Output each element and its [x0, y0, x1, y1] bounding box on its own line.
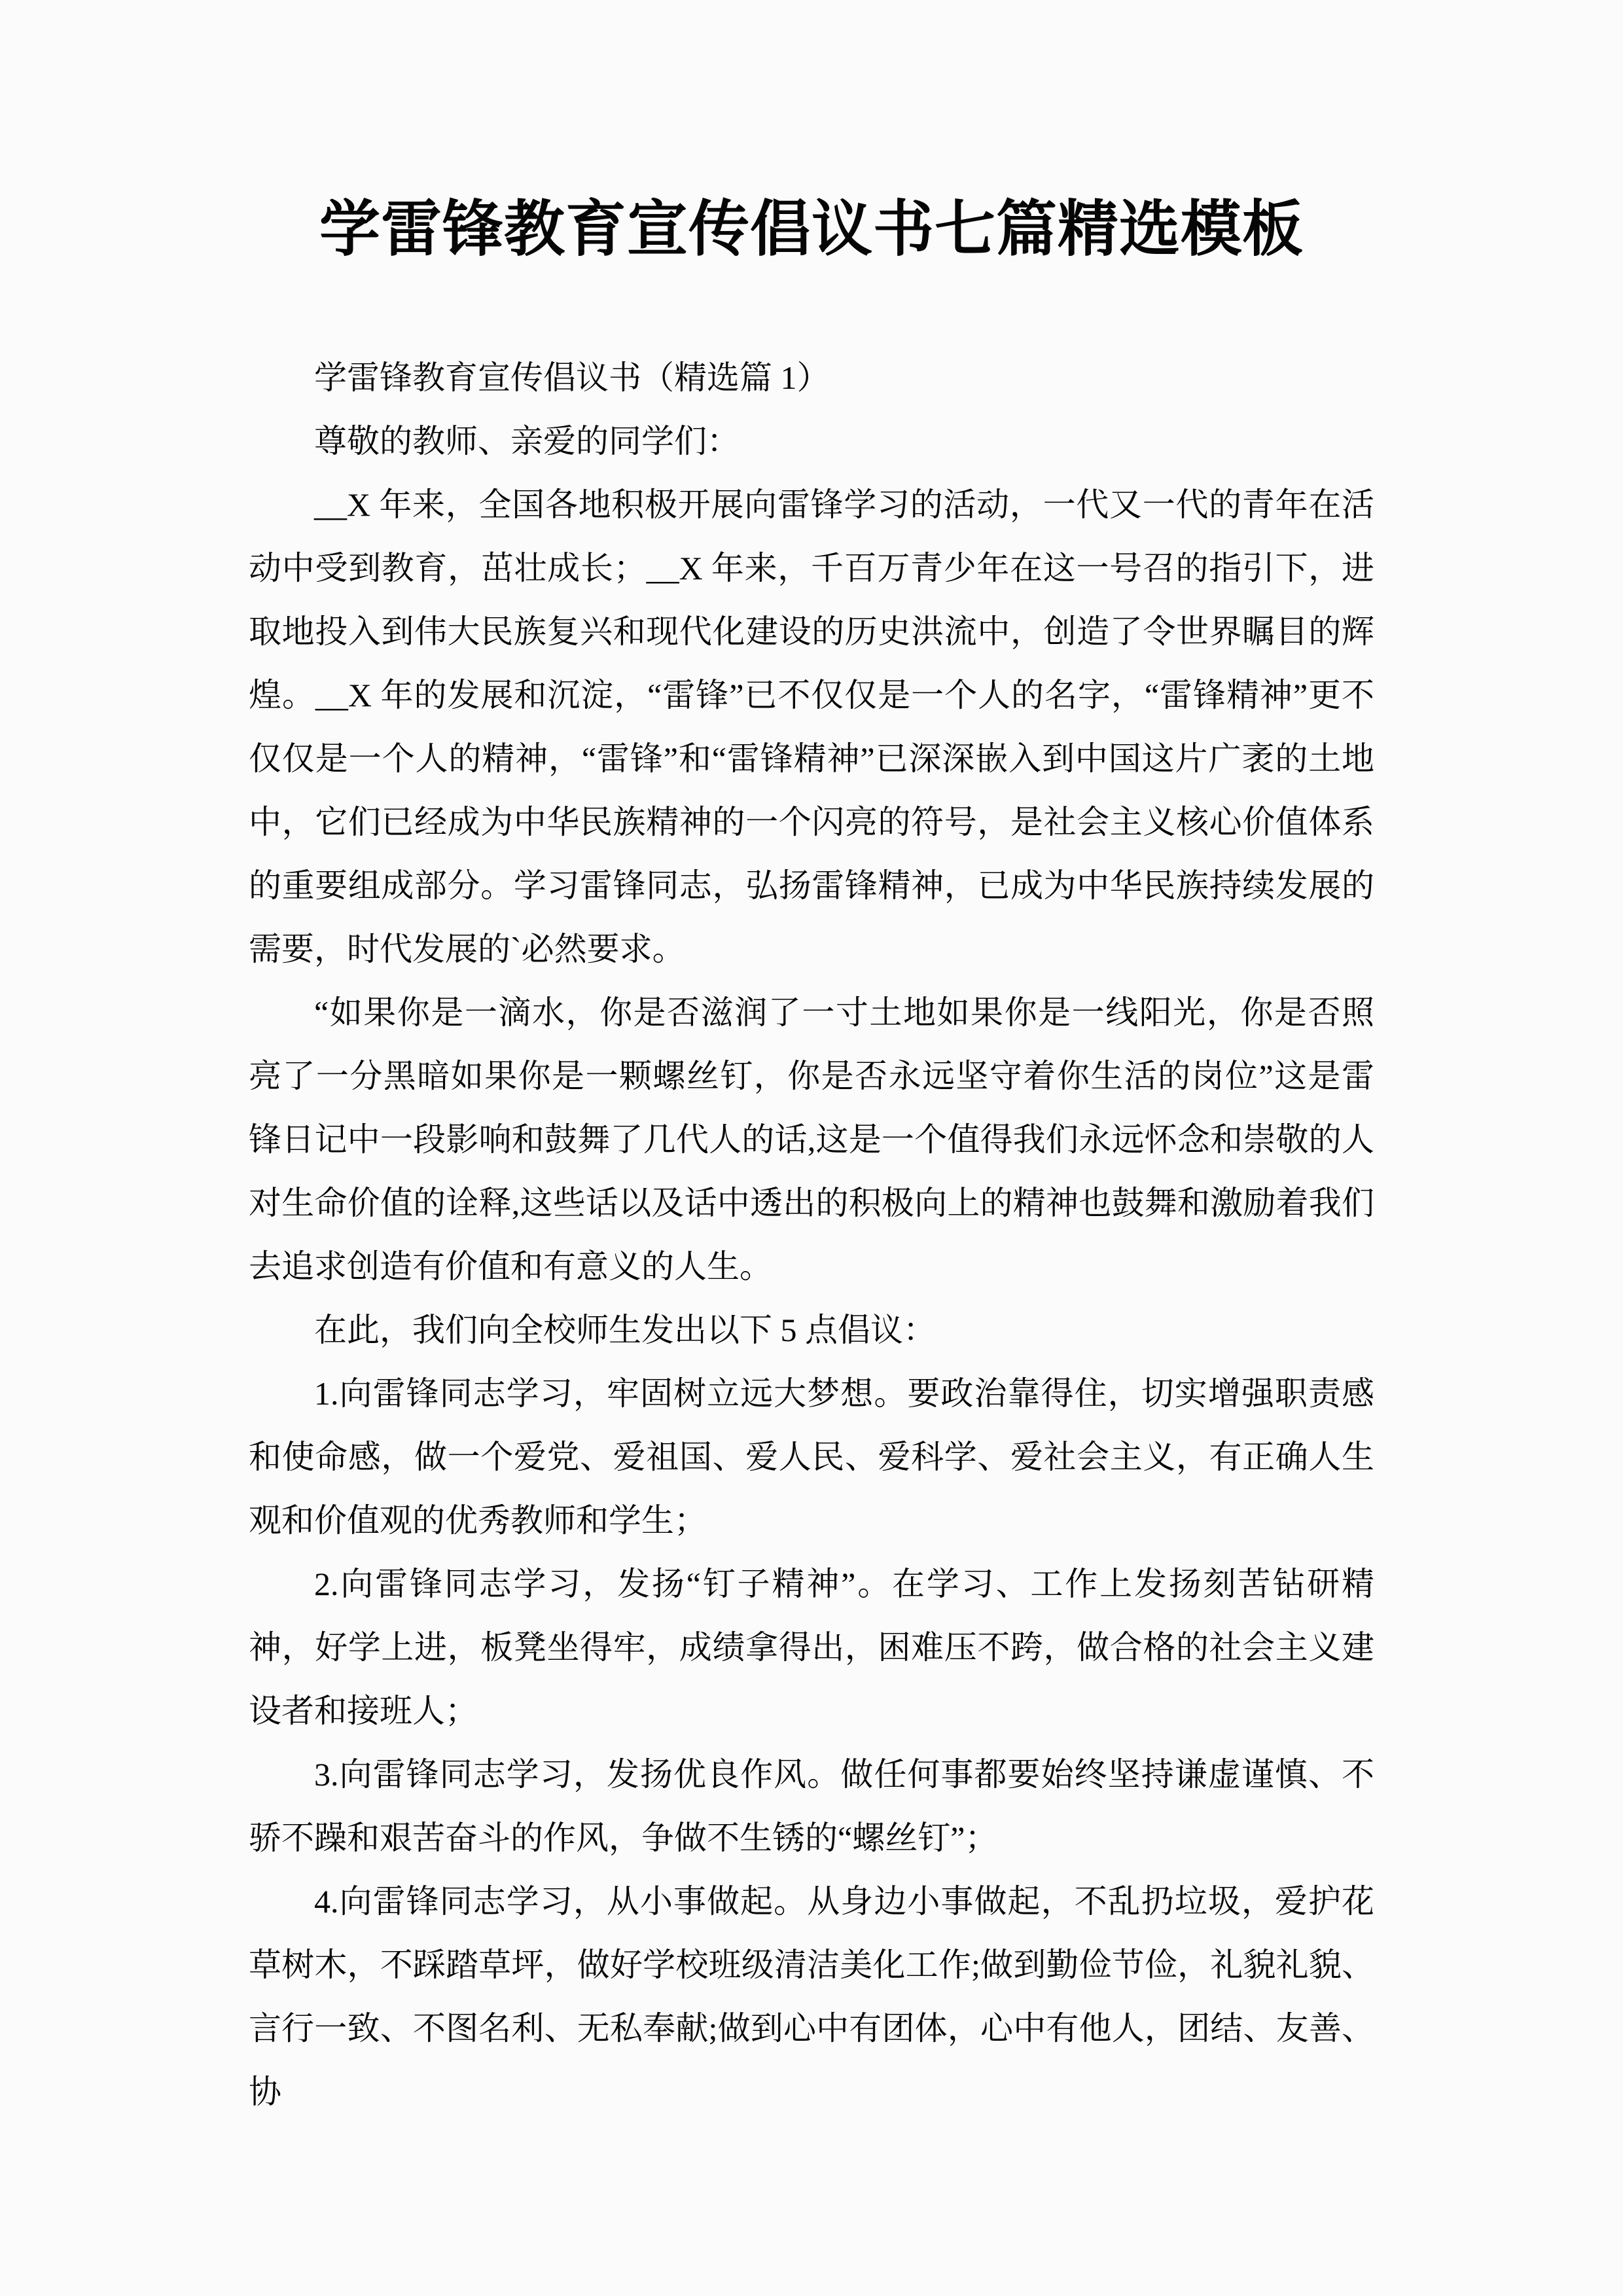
paragraph-leifeng-quote: “如果你是一滴水，你是否滋润了一寸土地如果你是一线阳光，你是否照亮了一分黑暗如果你是一颗螺丝钉，你是否永远坚守着你生活的岗位”这是雷锋日记中一段影响和鼓舞了几代人的话,这是一个值得我们永远怀念和崇敬的人对生命价值的诠释,这些话以及话中透出的积极向上的精神也鼓舞和激励着我们去追求创造有价值和有意义的人生。 [249, 994, 1374, 1285]
paragraph-proposal-lead: 在此，我们向全校师生发出以下 5 点倡议： [314, 1312, 936, 1349]
section-heading: 学雷锋教育宣传倡议书（精选篇 1） [314, 359, 830, 397]
proposal-item-1: 1.向雷锋同志学习，牢固树立远大梦想。要政治靠得住，切实增强职责感和使命感，做一个爱党、爱祖国、爱人民、爱科学、爱社会主义，有正确人生观和价值观的优秀教师和学生； [249, 1375, 1374, 1539]
proposal-item-4: 4.向雷锋同志学习，从小事做起。从身边小事做起，不乱扔垃圾，爱护花草树木，不踩踏草坪，做好学校班级清洁美化工作;做到勤俭节俭，礼貌礼貌、言行一致、不图名利、无私奉献;做到心中有团体，心中有他人，团结、友善、协 [249, 1883, 1374, 2111]
document-title: 学雷锋教育宣传倡议书七篇精选模板 [319, 196, 1304, 264]
paragraph-intro: __X 年来，全国各地积极开展向雷锋学习的活动，一代又一代的青年在活动中受到教育，茁壮成长；__X 年来，千百万青少年在这一号召的指引下，进取地投入到伟大民族复兴和现代化建设的历史洪流中，创造了令世界瞩目的辉煌。__X 年的发展和沉淀，“雷锋”已不仅仅是一个人的名字，“雷锋精神”更不仅仅是一个人的精神，“雷锋”和“雷锋精神”已深深嵌入到中国这片广袤的土地中，它们已经成为中华民族精神的一个闪亮的符号，是社会主义核心价值体系的重要组成部分。学习雷锋同志，弘扬雷锋精神，已成为中华民族持续发展的需要，时代发展的`必然要求。 [249, 486, 1374, 968]
salutation: 尊敬的教师、亲爱的同学们： [314, 423, 740, 460]
document-body [249, 346, 1374, 2124]
proposal-item-3: 3.向雷锋同志学习，发扬优良作风。做任何事都要始终坚持谦虚谨慎、不骄不躁和艰苦奋斗的作风，争做不生锈的“螺丝钉”； [249, 1756, 1374, 1857]
proposal-item-2: 2.向雷锋同志学习，发扬“钉子精神”。在学习、工作上发扬刻苦钻研精神，好学上进，板凳坐得牢，成绩拿得出，困难压不跨，做合格的社会主义建设者和接班人； [249, 1566, 1374, 1730]
